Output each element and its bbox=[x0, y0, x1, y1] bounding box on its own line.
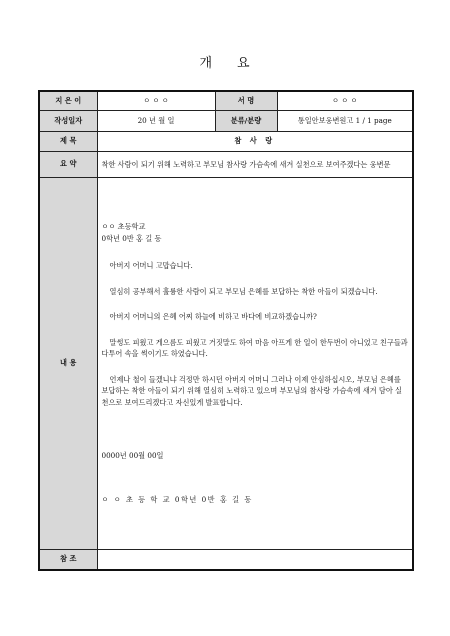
author-value: ㅇ ㅇ ㅇ bbox=[97, 91, 215, 110]
content-paragraph-1: 아버지 어머니 고맙습니다. bbox=[109, 261, 193, 270]
reference-label: 참 조 bbox=[39, 549, 97, 570]
title-char-1: 개 bbox=[199, 56, 213, 71]
summary-form-table bbox=[38, 90, 414, 571]
row-date bbox=[39, 110, 413, 131]
content-signature-line: ㅇ ㅇ 초 등 학 교 0학년 0반 홍 길 동 bbox=[101, 494, 253, 504]
sign-value: ㅇ ㅇ ㅇ bbox=[277, 91, 413, 110]
category-label: 분류/분량 bbox=[215, 110, 277, 131]
content-body bbox=[97, 177, 413, 549]
content-date-line: 0000년 00월 00일 bbox=[101, 451, 164, 460]
content-label: 내 용 bbox=[39, 177, 97, 549]
row-subject bbox=[39, 131, 413, 151]
subject-label: 제 목 bbox=[39, 131, 97, 151]
category-value: 통일안보웅변원고 1 / 1 page bbox=[277, 110, 413, 131]
content-school-line: ㅇㅇ 초등학교 bbox=[101, 222, 146, 231]
row-content bbox=[39, 177, 413, 549]
content-paragraph-5: 언제나 철이 들겠니냐 걱정만 하시던 아버지 어머니 그러나 이제 안심하십시오, 부모님 은혜를 보답하는 착한 아들이 되기 위해 열심히 노력하고 있으며 부모님의 참사랑 가슴속에 새겨 담아 실천으로 보여드리겠다고 자신있게 발표합니다. bbox=[101, 374, 402, 407]
date-label: 작성일자 bbox=[39, 110, 97, 131]
row-summary bbox=[39, 151, 413, 177]
subject-value: 참 사 랑 bbox=[97, 131, 413, 151]
title-char-2: 요 bbox=[237, 56, 251, 71]
sign-label: 서 명 bbox=[215, 91, 277, 110]
content-paragraph-3: 아버지 어머니의 은혜 어찌 하늘에 비하고 바다에 비교하겠습니까? bbox=[109, 312, 317, 321]
reference-value bbox=[97, 549, 413, 570]
date-value: 20 년 월 일 bbox=[97, 110, 215, 131]
author-label: 지 은 이 bbox=[39, 91, 97, 110]
content-paragraph-2: 열심히 공부해서 훌륭한 사람이 되고 부모님 은혜를 보답하는 착한 아들이 되겠습니다. bbox=[109, 286, 378, 296]
summary-value: 착한 사람이 되기 위해 노력하고 부모님 참사랑 가슴속에 새겨 실천으로 보여주겠다는 웅변문 bbox=[97, 151, 413, 177]
document-title bbox=[0, 52, 450, 71]
content-paragraph-4: 말썽도 피웠고 게으름도 피웠고 거짓말도 하여 마음 아프게 한 일이 한두번이 아니었고 친구들과 다투어 속을 썩이기도 하였습니다. bbox=[101, 337, 408, 358]
summary-label: 요 약 bbox=[39, 151, 97, 177]
content-name-line: 0학년 0반 홍 길 동 bbox=[101, 233, 162, 243]
row-author bbox=[39, 91, 413, 110]
row-reference bbox=[39, 549, 413, 570]
